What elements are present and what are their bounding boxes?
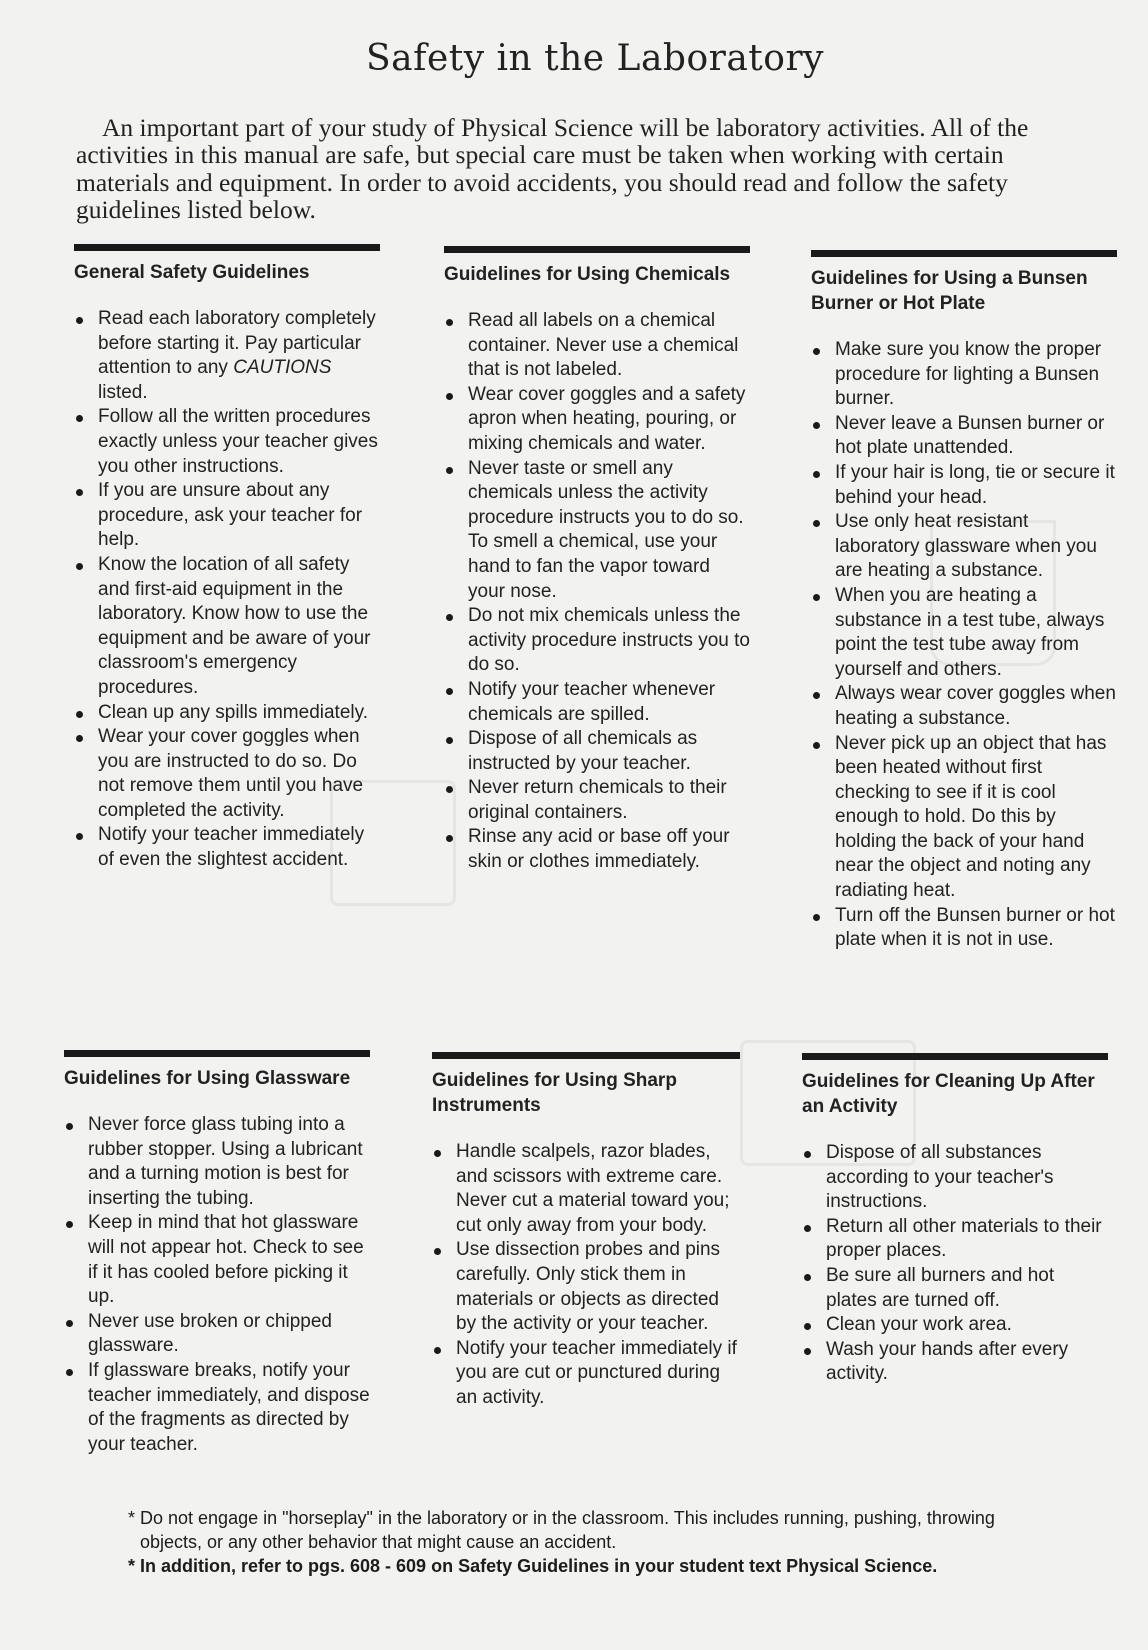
list-item: Rinse any acid or base off your skin or clothes immediately.	[444, 825, 750, 874]
guideline-list	[74, 307, 380, 873]
section-rule	[444, 246, 750, 253]
list-item: Keep in mind that hot glassware will not appear hot. Check to see if it has cooled before picking it up.	[64, 1211, 370, 1309]
section-rule	[432, 1052, 740, 1059]
list-item: Wash your hands after every activity.	[802, 1338, 1108, 1387]
list-item: Use only heat resistant laboratory glassware when you are heating a substance.	[811, 510, 1117, 584]
list-item: When you are heating a substance in a test tube, always point the test tube away from yourself and others.	[811, 584, 1117, 682]
section-heading: Guidelines for Using Sharp Instruments	[432, 1070, 677, 1116]
list-item: Follow all the written procedures exactly unless your teacher gives you other instructions.	[74, 405, 380, 479]
list-item: Know the location of all safety and first-aid equipment in the laboratory. Know how to use the equipment and be aware of your classroom's emergency procedures.	[74, 553, 380, 701]
footer-notes	[128, 1506, 1028, 1578]
list-item: Always wear cover goggles when heating a substance.	[811, 682, 1117, 731]
list-item: Never force glass tubing into a rubber stopper. Using a lubricant and a turning motion is best for inserting the tubing.	[64, 1113, 370, 1211]
guideline-list	[64, 1113, 370, 1457]
section-heading: Guidelines for Cleaning Up After an Activity	[802, 1071, 1095, 1117]
section-rule	[811, 250, 1117, 257]
list-item: Never return chemicals to their original containers.	[444, 776, 750, 825]
list-item: If you are unsure about any procedure, ask your teacher for help.	[74, 479, 380, 553]
section-heading: Guidelines for Using a Bunsen Burner or Hot Plate	[811, 268, 1088, 314]
list-item: Never leave a Bunsen burner or hot plate unattended.	[811, 412, 1117, 461]
section-rule	[802, 1053, 1108, 1060]
list-item: Dispose of all chemicals as instructed by your teacher.	[444, 727, 750, 776]
list-item: Make sure you know the proper procedure for lighting a Bunsen burner.	[811, 338, 1117, 412]
section-rule	[74, 244, 380, 251]
section-bunsen-burner	[811, 250, 1117, 953]
guideline-list	[444, 309, 750, 875]
cautions-emphasis: CAUTIONS	[233, 357, 332, 379]
guideline-list	[811, 338, 1117, 953]
page-title: Safety in the Laboratory	[366, 38, 824, 80]
list-item: Read all labels on a chemical container. Never use a chemical that is not labeled.	[444, 309, 750, 383]
list-item: If your hair is long, tie or secure it behind your head.	[811, 461, 1117, 510]
list-item: Dispose of all substances according to your teacher's instructions.	[802, 1141, 1108, 1215]
section-general-safety	[74, 244, 380, 873]
list-item: Clean up any spills immediately.	[74, 701, 380, 726]
list-item: Wear your cover goggles when you are instructed to do so. Do not remove them until you have completed the activity.	[74, 725, 380, 823]
footer-note-reference: * In addition, refer to pgs. 608 - 609 on Safety Guidelines in your student text Physical Science.	[128, 1556, 938, 1576]
guideline-list	[432, 1140, 740, 1411]
section-glassware	[64, 1050, 370, 1457]
list-item: Wear cover goggles and a safety apron when heating, pouring, or mixing chemicals and water.	[444, 383, 750, 457]
footer-note-horseplay: * Do not engage in "horseplay" in the laboratory or in the classroom. This includes running, pushing, throwing objects, or any other behavior that might cause an accident.	[128, 1508, 995, 1552]
section-chemicals	[444, 246, 750, 875]
section-sharp-instruments	[432, 1052, 740, 1411]
section-heading: Guidelines for Using Glassware	[64, 1068, 351, 1089]
list-item: Notify your teacher immediately of even the slightest accident.	[74, 823, 380, 872]
list-item: Return all other materials to their proper places.	[802, 1215, 1108, 1264]
list-item: Do not mix chemicals unless the activity procedure instructs you to do so.	[444, 604, 750, 678]
guideline-list	[802, 1141, 1108, 1387]
list-item: Handle scalpels, razor blades, and scissors with extreme care. Never cut a material toward you; cut only away from your body.	[432, 1140, 740, 1238]
intro-paragraph: An important part of your study of Physical Science will be laboratory activities. All of the activities in this manual are safe, but special care must be taken when working with certain materials and equipment. In order to avoid accidents, you should read and follow the safety guidelines listed below.	[76, 112, 1029, 224]
list-item: Notify your teacher immediately if you are cut or punctured during an activity.	[432, 1337, 740, 1411]
list-item: Notify your teacher whenever chemicals are spilled.	[444, 678, 750, 727]
list-item: Be sure all burners and hot plates are turned off.	[802, 1264, 1108, 1313]
list-item: Never taste or smell any chemicals unless the activity procedure instructs you to do so. To smell a chemical, use your hand to fan the vapor toward your nose.	[444, 457, 750, 605]
list-item: Use dissection probes and pins carefully. Only stick them in materials or objects as directed by the activity or your teacher.	[432, 1238, 740, 1336]
section-heading: General Safety Guidelines	[74, 262, 310, 283]
list-item: Read each laboratory completely before starting it. Pay particular attention to any CAUTIONS listed.	[74, 307, 380, 405]
section-heading: Guidelines for Using Chemicals	[444, 264, 731, 285]
list-item: Never pick up an object that has been heated without first checking to see if it is cool enough to hold. Do this by holding the back of your hand near the object and noting any radiating heat.	[811, 732, 1117, 904]
list-item: Turn off the Bunsen burner or hot plate when it is not in use.	[811, 904, 1117, 953]
section-rule	[64, 1050, 370, 1057]
list-item: Clean your work area.	[802, 1313, 1108, 1338]
list-item: If glassware breaks, notify your teacher immediately, and dispose of the fragments as directed by your teacher.	[64, 1359, 370, 1457]
section-cleaning-up	[802, 1053, 1108, 1387]
list-item: Never use broken or chipped glassware.	[64, 1310, 370, 1359]
